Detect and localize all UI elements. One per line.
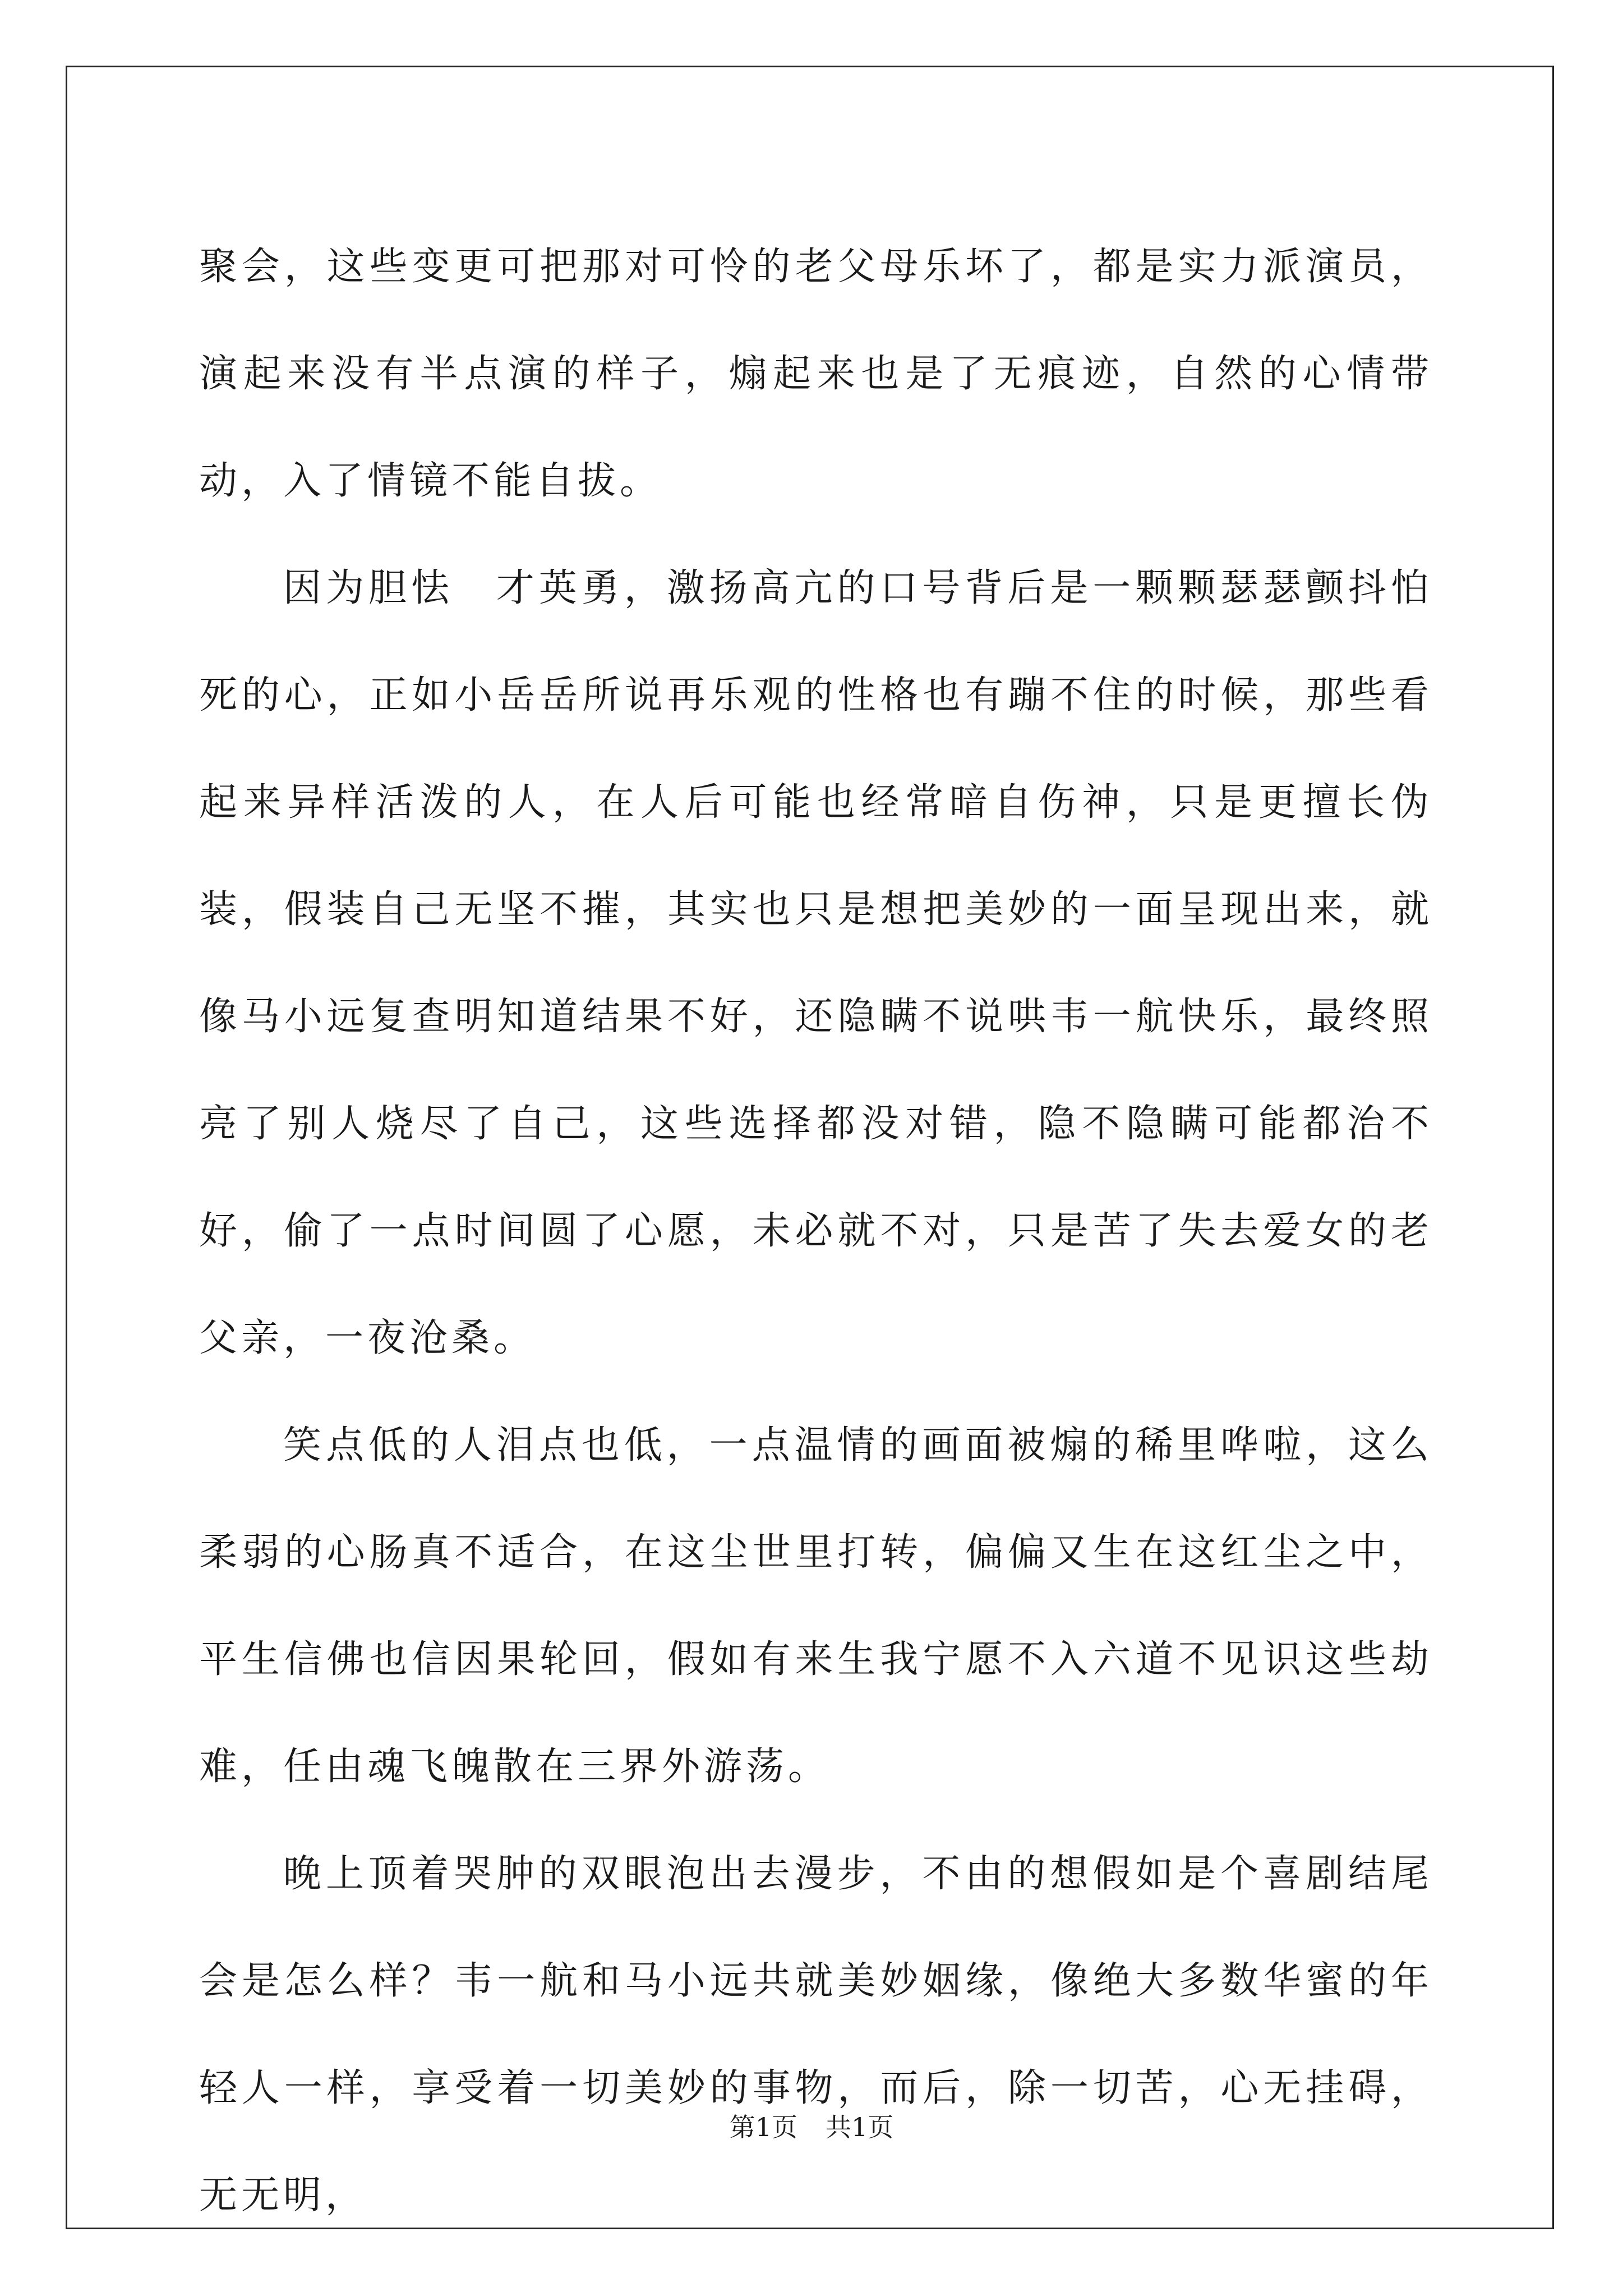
page-total: 共1页 — [826, 2112, 894, 2142]
paragraph: 晚上顶着哭肿的双眼泡出去漫步，不由的想假如是个喜剧结尾会是怎么样？韦一航和马小远共就美妙姻缘，像绝大多数华蜜的年轻人一样，享受着一切美妙的事物，而后，除一切苦，心无挂碍，无无明， — [199, 1852, 1433, 2217]
paragraph: 笑点低的人泪点也低，一点温情的画面被煽的稀里哗啦，这么柔弱的心肠真不适合，在这尘世里打转，偏偏又生在这红尘之中，平生信佛也信因果轮回，假如有来生我宁愿不入六道不见识这些劫难，任由魂飞魄散在三界外游荡。 — [199, 1423, 1433, 1789]
document-body — [199, 213, 1433, 2249]
page-footer — [0, 2110, 1623, 2144]
paragraph-continuation: 聚会，这些变更可把那对可怜的老父母乐坏了，都是实力派演员，演起来没有半点演的样子，煽起来也是了无痕迹，自然的心情带动，入了情镜不能自拔。 — [199, 245, 1433, 503]
paragraph: 因为胆怯 才英勇，激扬高亢的口号背后是一颗颗瑟瑟颤抖怕死的心，正如小岳岳所说再乐观的性格也有蹦不住的时候，那些看起来异样活泼的人，在人后可能也经常暗自伤神，只是更擅长伪装，假装自己无坚不摧，其实也只是想把美妙的一面呈现出来，就像马小远复查明知道结果不好，还隐瞒不说哄韦一航快乐，最终照亮了别人烧尽了自己，这些选择都没对错，隐不隐瞒可能都治不好，偷了一点时间圆了心愿，未必就不对，只是苦了失去爱女的老父亲，一夜沧桑。 — [199, 566, 1433, 1360]
page-number: 第1页 — [729, 2112, 797, 2142]
